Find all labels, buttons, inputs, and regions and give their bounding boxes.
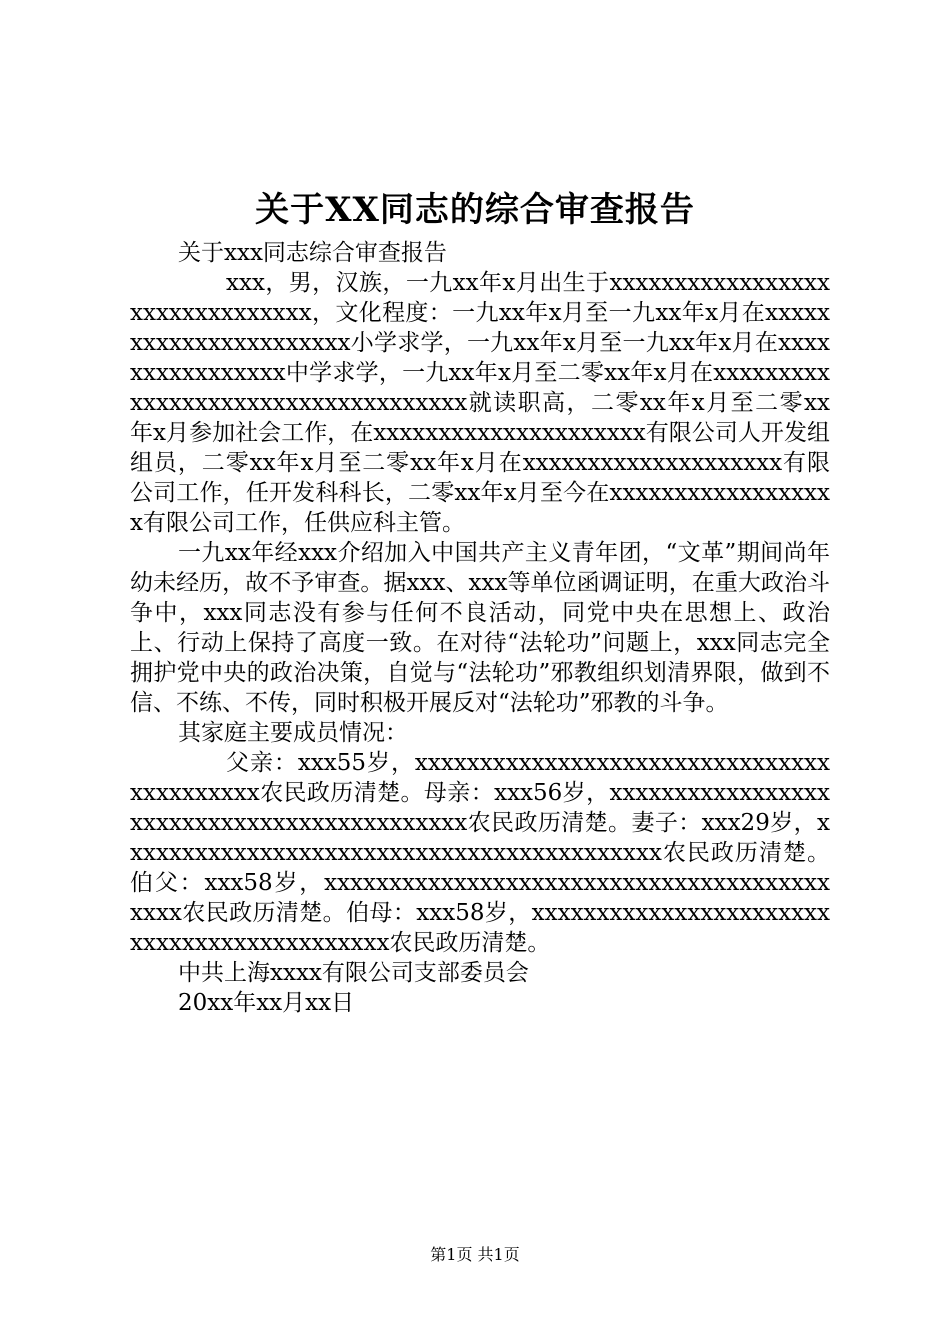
- biography-paragraph: xxx，男，汉族，一九xx年x月出生于xxxxxxxxxxxxxxxxxxxxxxxxxxxxxxx，文化程度：一九xx年x月至一九xx年x月在xxxxxxxxxxxxxxxxxxxxxx小学求学，一九xx年x月至一九xx年x月在xxxxxxxxxxxxxxxx中学求学，一九xx年x月至二零xx年x月在xxxxxxxxxxxxxxxxxxxxxxxxxxxxxxxxxxx就读职高，二零xx年x月至二零xx年x月参加社会工作，在xxxxxxxxxxxxxxxxxxxxx有限公司人开发组组员，二零xx年x月至二零xx年x月在xxxxxxxxxxxxxxxxxxxx有限公司工作，任开发科科长，二零xx年x月至今在xxxxxxxxxxxxxxxxxx有限公司工作，任供应科主管。: [130, 270, 830, 536]
- signature-organization: 中共上海xxxx有限公司支部委员会: [178, 960, 529, 986]
- page-footer: 第1页 共1页: [430, 1245, 520, 1264]
- family-members-paragraph: 父亲：xxx55岁，xxxxxxxxxxxxxxxxxxxxxxxxxxxxxxxxxxxxxxxxxx农民政历清楚。母亲：xxx56岁，xxxxxxxxxxxxxxxxxxxxxxxxxxxxxxxxxxxxxxxxxxx农民政历清楚。妻子：xxx29岁，xxxxxxxxxxxxxxxxxxxxxxxxxxxxxxxxxxxxxxxxxx农民政历清楚。伯父：xxx58岁，xxxxxxxxxxxxxxxxxxxxxxxxxxxxxxxxxxxxxxxxxxx农民政历清楚。伯母：xxx58岁，xxxxxxxxxxxxxxxxxxxxxxxxxxxxxxxxxxxxxxxxxxx农民政历清楚。: [130, 750, 830, 956]
- family-heading: 其家庭主要成员情况：: [178, 720, 408, 746]
- document-title: 关于XX同志的综合审查报告: [255, 190, 695, 230]
- document-body: [130, 238, 830, 1018]
- signature-date: 20xx年xx月xx日: [178, 990, 355, 1016]
- report-subtitle: 关于xxx同志综合审查报告: [178, 240, 447, 266]
- political-review-paragraph: 一九xx年经xxx介绍加入中国共产主义青年团，“文革”期间尚年幼未经历，故不予审查。据xxx、xxx等单位函调证明，在重大政治斗争中，xxx同志没有参与任何不良活动，同党中央在思想上、政治上、行动上保持了高度一致。在对待“法轮功”问题上，xxx同志完全拥护党中央的政治决策，自觉与“法轮功”邪教组织划清界限，做到不信、不练、不传，同时积极开展反对“法轮功”邪教的斗争。: [130, 540, 830, 716]
